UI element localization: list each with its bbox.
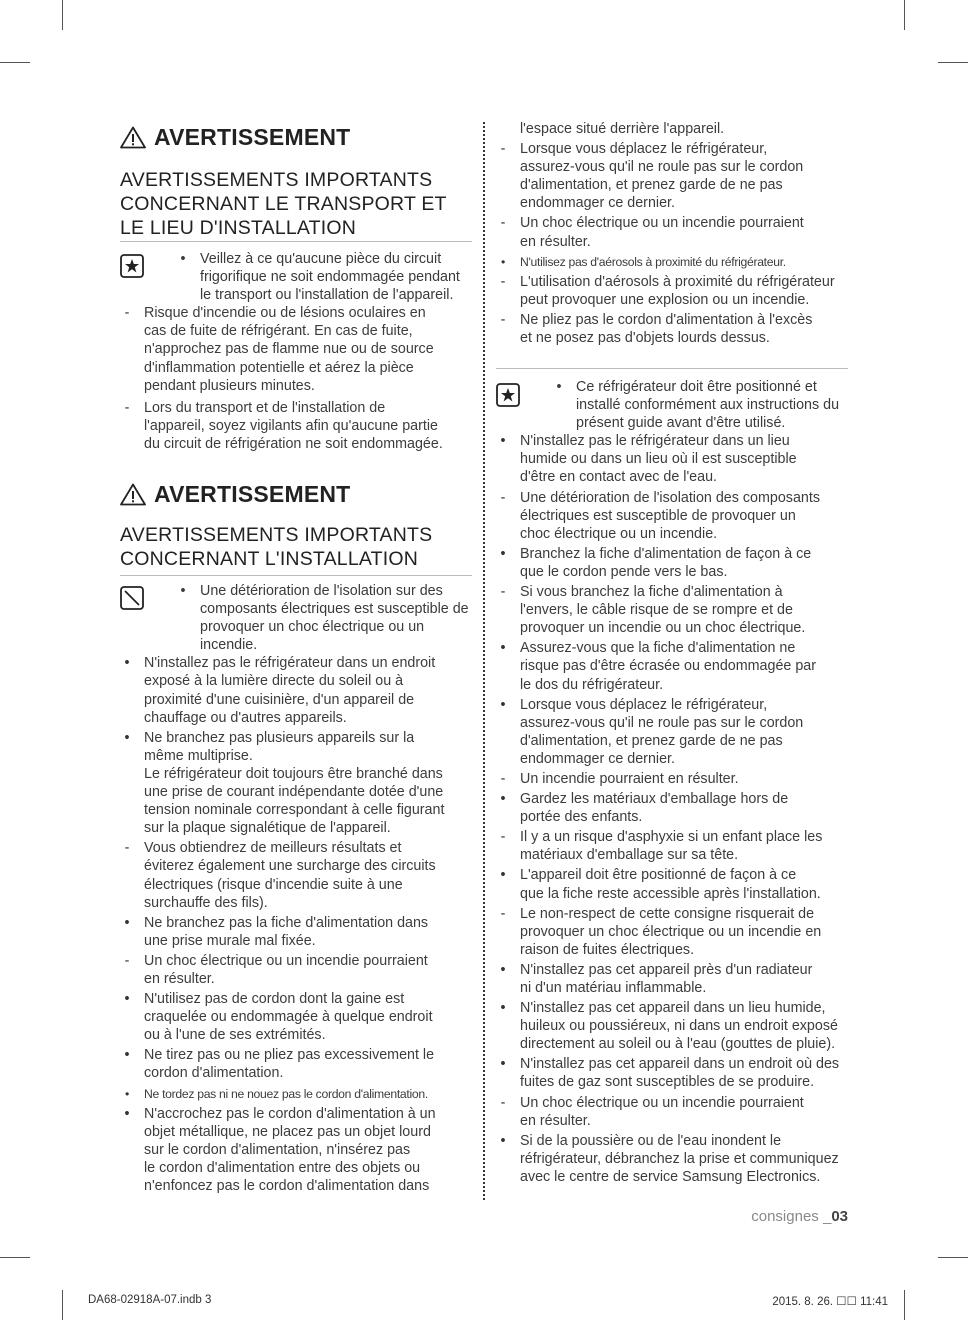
list-item: [496, 432, 848, 486]
section2-list: [120, 582, 472, 1195]
warning-title: AVERTISSEMENT: [154, 481, 351, 507]
text-line: N'installez pas cet appareil dans un endroit où des: [520, 1056, 840, 1073]
list-marker: -: [500, 141, 506, 158]
list-item: [496, 639, 848, 693]
list-marker: •: [125, 1086, 129, 1101]
list-item: [496, 1055, 848, 1091]
text-line: électriques (risque d'incendie suite à une: [144, 876, 403, 893]
text-line: Il y a un risque d'asphyxie si un enfant place les: [520, 829, 823, 846]
text-line: craquelée ou endommagée à quelque endroit: [144, 1009, 433, 1026]
text-line: N'utilisez pas de cordon dont la gaine est: [144, 991, 405, 1008]
right-top-list: [496, 120, 848, 347]
text-line: Si de la poussière ou de l'eau inondent le: [520, 1132, 782, 1149]
list-marker: •: [500, 640, 506, 657]
list-item: [120, 914, 472, 950]
list-item: [496, 214, 848, 250]
text-line: risque pas d'être écrasée ou endommagée par: [520, 658, 816, 675]
crop-mark: [62, 0, 63, 30]
list-marker: -: [124, 305, 130, 322]
text-line: d'alimentation, et prenez garde de ne pas: [520, 732, 783, 749]
section-rule: [120, 575, 472, 576]
list-item: [496, 770, 848, 788]
list-marker: •: [500, 545, 506, 562]
text-line: fuites de gaz sont susceptibles de se produire.: [520, 1074, 815, 1091]
text-line: que la fiche reste accessible après l'installation.: [520, 885, 821, 902]
list-marker: •: [124, 655, 130, 672]
list-item: [120, 304, 472, 394]
text-line: Une détérioration de l'isolation des composants: [520, 489, 820, 506]
section-subtitle: [120, 168, 472, 240]
crop-mark: [904, 1290, 905, 1320]
text-line: d'inflammation potentielle et aérez la pièce: [144, 359, 414, 376]
text-line: d'être en contact avec de l'eau.: [520, 469, 718, 486]
warning-heading: [120, 481, 350, 508]
text-line: ou à l'une de ses extrémités.: [144, 1027, 326, 1044]
subtitle-line: LE LIEU D'INSTALLATION: [120, 217, 357, 239]
text-line: pendant plusieurs minutes.: [144, 377, 315, 394]
warning-triangle-icon: [120, 126, 146, 149]
text-line: matériaux d'emballage sur sa tête.: [520, 847, 739, 864]
text-line: Une détérioration de l'isolation sur des: [200, 583, 443, 599]
subtitle-line: CONCERNANT L'INSTALLATION: [120, 548, 419, 570]
text-line: installé conformément aux instructions: [576, 397, 820, 414]
list-marker: -: [500, 770, 506, 787]
text-line: avec le centre de service Samsung Electronics.: [520, 1168, 821, 1185]
text-line: du circuit de réfrigération ne soit endommagée.: [144, 435, 443, 452]
list-item: [120, 399, 472, 453]
list-item: [120, 1046, 472, 1082]
text-line: L'appareil doit être positionné de façon à ce: [520, 867, 797, 884]
text-line: Le réfrigérateur doit toujours être branché dans: [144, 765, 443, 782]
text-line: l'appareil, soyez vigilants afin qu'aucune partie: [144, 417, 438, 434]
text-line: en résulter.: [520, 1112, 591, 1129]
text-line: peut provoquer une explosion ou un incendie.: [520, 291, 810, 308]
page-number-value: 03: [831, 1208, 848, 1225]
list-item: [120, 729, 472, 838]
text-line: Lorsque vous déplacez le réfrigérateur,: [520, 141, 768, 158]
section-rule: [120, 241, 472, 242]
text-line: Ne pliez pas le cordon d'alimentation à l'excès: [520, 311, 813, 328]
text-line: Ne branchez pas plusieurs appareils sur la: [144, 729, 415, 746]
icon-note-text: • Une détérioration de l'isolation sur des composants électriques est susceptible de provoquer un choc électrique ou un incendie.: [180, 583, 469, 654]
text-line: assurez-vous qu'il ne roule pas sur le cordon: [520, 714, 804, 731]
list-item: [496, 828, 848, 864]
text-line: d'alimentation, et prenez garde de ne pas: [520, 177, 783, 194]
text-line: n'approchez pas de flamme nue ou de source: [144, 341, 434, 358]
list-item: [120, 1105, 472, 1195]
text-line: N'installez pas cet appareil près d'un radiateur: [520, 961, 813, 978]
text-line: huileux ou poussiéreux, ni dans un endroit exposé: [520, 1018, 838, 1035]
subtitle-line: AVERTISSEMENTS IMPORTANTS: [120, 524, 433, 546]
crop-mark: [62, 1290, 63, 1320]
text-line: Ne tordez pas ni ne nouez pas le cordon d'alimentation.: [144, 1086, 428, 1101]
text-line: Ne tirez pas ou ne pliez pas excessivement le: [144, 1047, 435, 1064]
text-line: composants électriques est susceptible: [200, 601, 449, 618]
list-item: [496, 905, 848, 959]
list-item: [496, 489, 848, 543]
text-line: N'installez pas cet appareil dans un lieu humide,: [520, 1000, 826, 1017]
list-marker: -: [500, 584, 506, 601]
text-line: raison de fuites électriques.: [520, 941, 695, 958]
warning-triangle-icon: [120, 483, 146, 506]
text-line: le dos du réfrigérateur.: [520, 676, 664, 693]
text-line: Veillez à ce qu'aucune pièce du circuit: [200, 251, 442, 267]
text-line: assurez-vous qu'il ne roule pas sur le cordon: [520, 159, 804, 176]
list-marker: •: [501, 254, 505, 269]
warning-title: AVERTISSEMENT: [154, 124, 351, 150]
text-line: Ne branchez pas la fiche d'alimentation dans: [144, 914, 429, 931]
text-line: Lorsque vous déplacez le réfrigérateur,: [520, 696, 768, 713]
list-item: [496, 140, 848, 212]
page-label: consignes _: [751, 1208, 832, 1225]
text-line: cas de fuite de réfrigérant. En cas de fuite,: [144, 323, 413, 340]
text-line: Un choc électrique ou un incendie pourraient: [520, 215, 804, 232]
text-line: même multiprise.: [144, 747, 253, 764]
list-item: [496, 790, 848, 826]
list-item: [120, 952, 472, 988]
list-item: [496, 999, 848, 1053]
subtitle-line: CONCERNANT LE TRANSPORT ET: [120, 193, 447, 215]
text-line: sur le cordon d'alimentation, n'insérez pas: [144, 1141, 411, 1158]
text-line: proximité d'une cuisinière, d'un appareil de: [144, 691, 415, 708]
list-marker: •: [500, 433, 506, 450]
footer-date: 2015. 8. 26. ☐☐ 11:41: [772, 1296, 888, 1308]
list-marker: •: [124, 729, 130, 746]
icon-note: [120, 250, 472, 304]
crop-mark: [938, 1257, 968, 1258]
text-line: provoquer un incendie ou un choc électrique.: [520, 620, 806, 637]
section-subtitle: [120, 523, 472, 571]
section-rule: [496, 368, 848, 369]
text-line: éviterez également une surcharge des circuits: [144, 858, 436, 875]
list-item: [496, 1132, 848, 1186]
list-item: [120, 654, 472, 726]
list-marker: -: [500, 273, 506, 290]
list-marker: •: [500, 1132, 506, 1149]
text-line: Assurez-vous que la fiche d'alimentation ne: [520, 640, 796, 657]
star-in-box-icon: [496, 383, 520, 407]
crop-mark: [0, 62, 30, 63]
section1-list: [120, 250, 472, 453]
icon-note-text: • Veillez à ce qu'aucune pièce du circuit frigorifique ne soit endommagée pendant le transport ou l'installation de l'appareil.: [180, 251, 460, 304]
text-line: réfrigérateur, débranchez la prise et communiquez: [520, 1150, 839, 1167]
text-line: choc électrique ou un incendie.: [520, 525, 718, 542]
text-line: Vous obtiendrez de meilleurs résultats et: [144, 840, 402, 857]
text-line: Gardez les matériaux d'emballage hors de: [520, 791, 789, 808]
list-item: [120, 839, 472, 911]
prohibited-box-icon: [120, 586, 144, 610]
text-line: endommager ce dernier.: [520, 750, 675, 767]
text-line: tension nominale correspondant à celle figurant: [144, 802, 445, 819]
list-item: [496, 961, 848, 997]
icon-note: [120, 582, 472, 654]
text-line: du présent guide avant d'être utilisé.: [576, 397, 840, 432]
footer-file: DA68-02918A-07.indb 3: [88, 1294, 212, 1306]
list-item: [496, 583, 848, 637]
text-line: Si vous branchez la fiche d'alimentation à: [520, 584, 783, 601]
text-line: Un choc électrique ou un incendie pourraient: [144, 952, 428, 969]
crop-mark: [904, 0, 905, 30]
list-item: [496, 273, 848, 309]
text-line: n'enfoncez pas le cordon d'alimentation dans: [144, 1178, 430, 1194]
text-line: chauffage ou d'autres appareils.: [144, 709, 347, 726]
list-marker: -: [500, 489, 506, 506]
text-line: électriques est susceptible de provoquer un: [520, 507, 796, 524]
list-item: [496, 120, 848, 138]
text-line: Branchez la fiche d'alimentation de façon à ce: [520, 545, 812, 562]
page-number: [751, 1208, 848, 1225]
text-line: humide ou dans un lieu où il est susceptible: [520, 451, 797, 468]
list-item: [496, 253, 848, 271]
list-item: [496, 545, 848, 581]
text-line: et ne posez pas d'objets lourds dessus.: [520, 330, 770, 347]
text-line: directement au soleil ou à l'eau (gouttes de pluie).: [520, 1036, 836, 1053]
text-line: exposé à la lumière directe du soleil ou à: [144, 673, 404, 690]
text-line: le cordon d'alimentation entre des objets ou: [144, 1159, 421, 1176]
text-line: Le non-respect de cette consigne risquerait de: [520, 905, 815, 922]
text-line: portée des enfants.: [520, 809, 643, 826]
text-line: objet métallique, ne placez pas un objet lourd: [144, 1123, 431, 1140]
text-line: provoquer un choc électrique ou un incendie en: [520, 923, 822, 940]
subtitle-line: AVERTISSEMENTS IMPORTANTS: [120, 169, 433, 191]
list-marker: -: [500, 311, 506, 328]
list-marker: •: [124, 914, 130, 931]
text-line: frigorifique ne soit endommagée pendant: [200, 269, 460, 286]
list-marker: -: [500, 215, 506, 232]
list-marker: •: [500, 961, 506, 978]
icon-note: [496, 378, 848, 432]
text-line: une prise de courant indépendante dotée d'une: [144, 784, 444, 801]
list-item: [496, 866, 848, 902]
list-item: [120, 990, 472, 1044]
crop-mark: [938, 62, 968, 63]
text-line: en résulter.: [144, 970, 215, 987]
list-marker: -: [124, 952, 130, 969]
text-line: N'installez pas le réfrigérateur dans un endroit: [144, 655, 436, 672]
list-marker: -: [500, 829, 506, 846]
text-line: Ce réfrigérateur doit être positionné et: [576, 379, 817, 395]
text-line: Un choc électrique ou un incendie pourraient: [520, 1094, 804, 1111]
list-item: [496, 696, 848, 768]
list-marker: •: [500, 1000, 506, 1017]
text-line: L'utilisation d'aérosols à proximité du réfrigérateur: [520, 273, 835, 290]
warning-heading: [120, 124, 350, 151]
text-line: l'espace situé derrière l'appareil.: [520, 121, 725, 137]
list-marker: •: [500, 696, 506, 713]
list-marker: •: [500, 791, 506, 808]
crop-mark: [0, 1257, 30, 1258]
list-marker: -: [500, 1094, 506, 1111]
list-item: [496, 311, 848, 347]
text-line: que le cordon pende vers le bas.: [520, 563, 728, 580]
text-line: Un incendie pourraient en résulter.: [520, 770, 739, 787]
text-line: l'envers, le câble risque de se rompre et de: [520, 602, 793, 619]
list-marker: •: [500, 867, 506, 884]
text-line: ni d'un matériau inflammable.: [520, 980, 707, 996]
text-line: Lors du transport et de l'installation de: [144, 399, 386, 416]
icon-note-text: • Ce réfrigérateur doit être positionné et installé conformément aux instructions du présent guide avant d'être utilisé.: [556, 379, 840, 432]
text-line: N'accrochez pas le cordon d'alimentation à un: [144, 1105, 436, 1122]
section2-items: [120, 654, 472, 1195]
text-line: une prise murale mal fixée.: [144, 932, 316, 949]
list-item: [120, 1085, 472, 1103]
star-in-box-icon: [120, 254, 144, 278]
text-line: de provoquer un choc électrique ou un: [200, 601, 469, 636]
list-marker: •: [500, 1056, 506, 1073]
list-marker: •: [124, 991, 130, 1008]
text-line: sur la plaque signalétique de l'appareil.: [144, 820, 391, 837]
list-item: [496, 1094, 848, 1130]
list-marker: •: [124, 1047, 130, 1064]
text-line: surchauffe des fils).: [144, 894, 268, 911]
text-line: le transport ou l'installation de l'appareil.: [200, 287, 454, 304]
text-line: N'utilisez pas d'aérosols à proximité du réfrigérateur.: [520, 254, 786, 269]
text-line: cordon d'alimentation.: [144, 1065, 284, 1082]
text-line: N'installez pas le réfrigérateur dans un lieu: [520, 433, 790, 450]
list-marker: -: [124, 840, 130, 857]
list-marker: -: [500, 905, 506, 922]
column-divider: [483, 122, 485, 1200]
text-line: en résulter.: [520, 233, 591, 250]
right-items: [496, 432, 848, 1186]
text-line: incendie.: [200, 637, 258, 654]
right-main-list: [496, 378, 848, 1186]
list-marker: •: [124, 1105, 130, 1122]
text-line: endommager ce dernier.: [520, 195, 675, 212]
text-line: Risque d'incendie ou de lésions oculaires en: [144, 305, 426, 322]
list-marker: -: [124, 399, 130, 416]
